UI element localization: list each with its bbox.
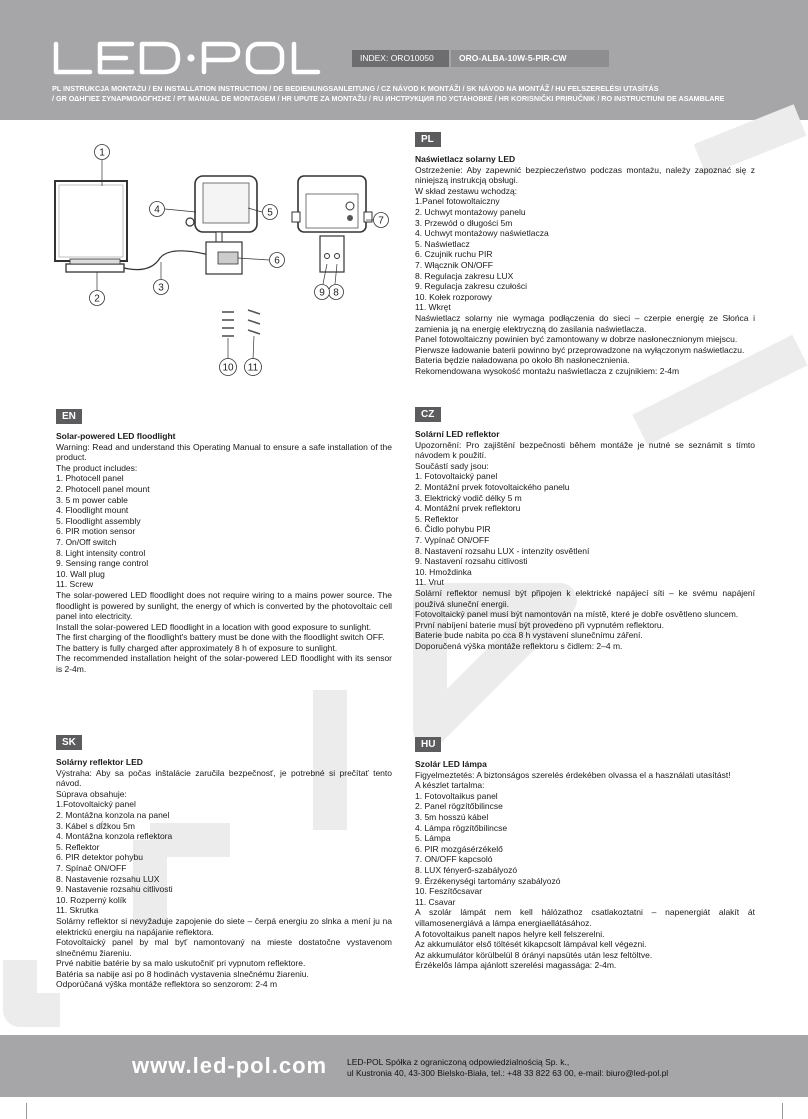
led-pol-logo [52,40,322,76]
section-body: Upozornění: Pro zajištění bezpečnosti během montáže je nutné se seznámit s tímto návodem k použití. Součástí sady jsou: 1. Fotovoltaický panel 2. Montážní prvek fotovoltaického panelu 3. Elektrický vodič délky 5 m 4. Montážní prvek reflektoru 5. Reflektor 6. Čidlo pohybu PIR 7. Vypínač ON/OFF 8. Nastavení rozsahu LUX - intenzity osvětlení 9. Nastavení rozsahu citlivosti 10. Hmoždinka 11. Vrut Solární reflektor nemusí být připojen k elektrické napájecí síti – ke svému napájení používá sluneční energii. Fotovoltaický panel musí být namontován na místě, které je dobře osvětleno sluncem. První nabíjení baterie musí být provedeno při vypnutém reflektoru. Baterie bude nabita po cca 8 h vystavení slunečnímu záření. Doporučená výška montáže reflektoru s čidlem: 2–4 m. [415,439,755,651]
callout-label: 4 [154,204,160,216]
languages-line: / GR ΟΔΗΓΙΕΣ ΣΥΝΑΡΜΟΛΟΓΗΣΗΣ / PT MANUAL DE MONTAGEM / HR UPUTE ZA MONTAŽU / RU ИНСТРУКЦИЯ ПО УСТАНОВКЕ / HR KORISNIČKI PRIRUČNIK / RO INSTRUCTIUNI DE ASAMBLARE [52,94,725,103]
index-label: INDEX: ORO10050 [352,50,449,67]
language-badge: CZ [415,407,441,422]
crop-mark [782,1103,783,1119]
section-sk [56,735,392,990]
section-body: Ostrzeżenie: Aby zapewnić bezpieczeństwo podczas montażu, należy zapoznać się z niniejszą instrukcją obsługi. W skład zestawu wchodzą: 1.Panel fotowoltaiczny 2. Uchwyt montażowy panelu 3. Przewód o długości 5m 4. Uchwyt montażowy naświetlacza 5. Naświetlacz 6. Czujnik ruchu PIR 7. Włącznik ON/OFF 8. Regulacja zakresu LUX 9. Regulacja zakresu czułości 10. Kołek rozporowy 11. Wkręt Naświetlacz solarny nie wymaga podłączenia do sieci – czerpie energię ze Słońca i zamienia ją na energię elektryczną do zasilania naświetlacza. Panel fotowoltaiczny powinien być zamontowany w dobrze nasłonecznionym miejscu. Pierwsze ładowanie baterii powinno być przeprowadzone na wyłączonym naświetlaczu. Bateria będzie naładowana po około 8h nasłonecznienia. Rekomendowana wysokość montażu naświetlacza z czujnikiem: 2-4m [415,164,755,376]
callout-label: 2 [94,293,100,305]
model-label: ORO-ALBA-10W-5-PIR-CW [451,50,609,67]
callout-label: 6 [274,255,280,267]
callout-label: 5 [267,207,273,219]
callout-label: 1 [99,147,105,159]
section-title: Naświetlacz solarny LED [415,154,516,164]
floodlight-drawing [186,176,257,274]
callout-label: 3 [158,282,164,294]
footer-bar [0,1035,808,1097]
company-info [347,1057,668,1079]
language-badge: PL [415,132,441,147]
company-address: ul Kustronia 40, 43-300 Bielsko-Biała, tel.: +48 33 822 63 00, e-mail: biuro@led-pol.pl [347,1068,669,1078]
section-pl [415,132,755,376]
section-body: Figyelmeztetés: A biztonságos szerelés érdekében olvassa el a használati utasítást! A készlet tartalma: 1. Fotovoltaikus panel 2. Panel rögzítőbilincse 3. 5m hosszú kábel 4. Lámpa rögzítőbilincse 5. Lámpa 6. PIR mozgásérzékelő 7. ON/OFF kapcsoló 8. LUX fényerő-szabályozó 9. Érzékenységi tartomány szabályozó 10. Feszítőcsavar 11. Csavar A szolár lámpát nem kell hálózathoz csatlakoztatni – napenergiát alakít át villamosenergiává a lámpa energiaellátásához. A fotovoltaikus panelt napos helyre kell felszerelni. Az akkumulátor első töltését kikapcsolt lámpával kell végezni. Az akkumulátor körülbelül 8 órányi napsütés után lesz feltöltve. Érzékelős lámpa ajánlott szerelési magassága: 2-4m. [415,769,755,971]
section-title: Solar-powered LED floodlight [56,431,176,441]
callout-label: 8 [333,287,339,299]
website-link[interactable]: www.led-pol.com [132,1053,328,1078]
section-cz [415,407,755,651]
callout-label: 7 [378,215,384,227]
company-name: LED-POL Spółka z ograniczoną odpowiedzialnością Sp. k., [347,1057,570,1067]
callout-label: 9 [319,287,325,299]
languages-line: PL INSTRUKCJA MONTAŻU / EN INSTALLATION INSTRUCTION / DE BEDIENUNGSANLEITUNG / CZ NÁVOD K MONTÁŽI / SK NÁVOD NA MONTÁŽ / HU FELSZERELÉSI UTASÍTÁS [52,84,659,93]
section-body: Warning: Read and understand this Operating Manual to ensure a safe installation of the product. The product includes: 1. Photocell panel 2. Photocell panel mount 3. 5 m power cable 4. Floodlight mount 5. Floodlight assembly 6. PIR motion sensor 7. On/Off switch 8. Light intensity control 9. Sensing range control 10. Wall plug 11. Screw The solar-powered LED floodlight does not require wiring to a mains power source. The floodlight is powered by sunlight, the energy of which is converted by the photovoltaic cell panel into electricity. Install the solar-powered LED floodlight in a location with good exposure to sunlight. The first charging of the floodlight's battery must be done with the floodlight switch OFF. The battery is fully charged after approximately 8 h of exposure to sunlight. The recommended installation height of the solar-powered LED floodlight with its sensor is 2-4m. [56,441,392,675]
section-en [56,409,392,675]
section-title: Solárny reflektor LED [56,757,143,767]
callout-label: 11 [247,362,259,374]
section-hu [415,737,755,971]
callout-label: 10 [222,362,234,374]
language-badge: SK [56,735,82,750]
floodlight-back-drawing [292,176,372,272]
crop-mark [26,1103,27,1119]
header-bar [0,0,808,120]
section-title: Szolár LED lámpa [415,759,487,769]
language-badge: EN [56,409,82,424]
photocell-panel-drawing [55,181,127,272]
screws-drawing [222,310,260,336]
languages-list [52,84,792,104]
language-badge: HU [415,737,441,752]
section-title: Solární LED reflektor [415,429,500,439]
section-body: Výstraha: Aby sa počas inštalácie zaručila bezpečnosť, je potrebné si prečítať tento návod. Súprava obsahuje: 1.Fotovoltaický panel 2. Montážna konzola na panel 3. Kábel s dĺžkou 5m 4. Montážna konzola reflektora 5. Reflektor 6. PIR detektor pohybu 7. Spínač ON/OFF 8. Nastavenie rozsahu LUX 9. Nastavenie rozsahu citlivosti 10. Rozperný kolík 11. Skrutka Solárny reflektor si nevyžaduje zapojenie do siete – čerpá energiu zo slnka a mení ju na elektrickú energiu na napájanie reflektora. Fotovoltaický panel by mal byť namontovaný na mieste dostatočne vystavenom slnečnému žiareniu. Prvé nabitie batérie by sa malo uskutočniť pri vypnutom reflektore. Batéria sa nabije asi po 8 hodinách vystavenia slnečnému žiareniu. Odporúčaná výška montáže reflektora so senzorom: 2-4 m [56,767,392,990]
product-diagram [50,138,400,378]
